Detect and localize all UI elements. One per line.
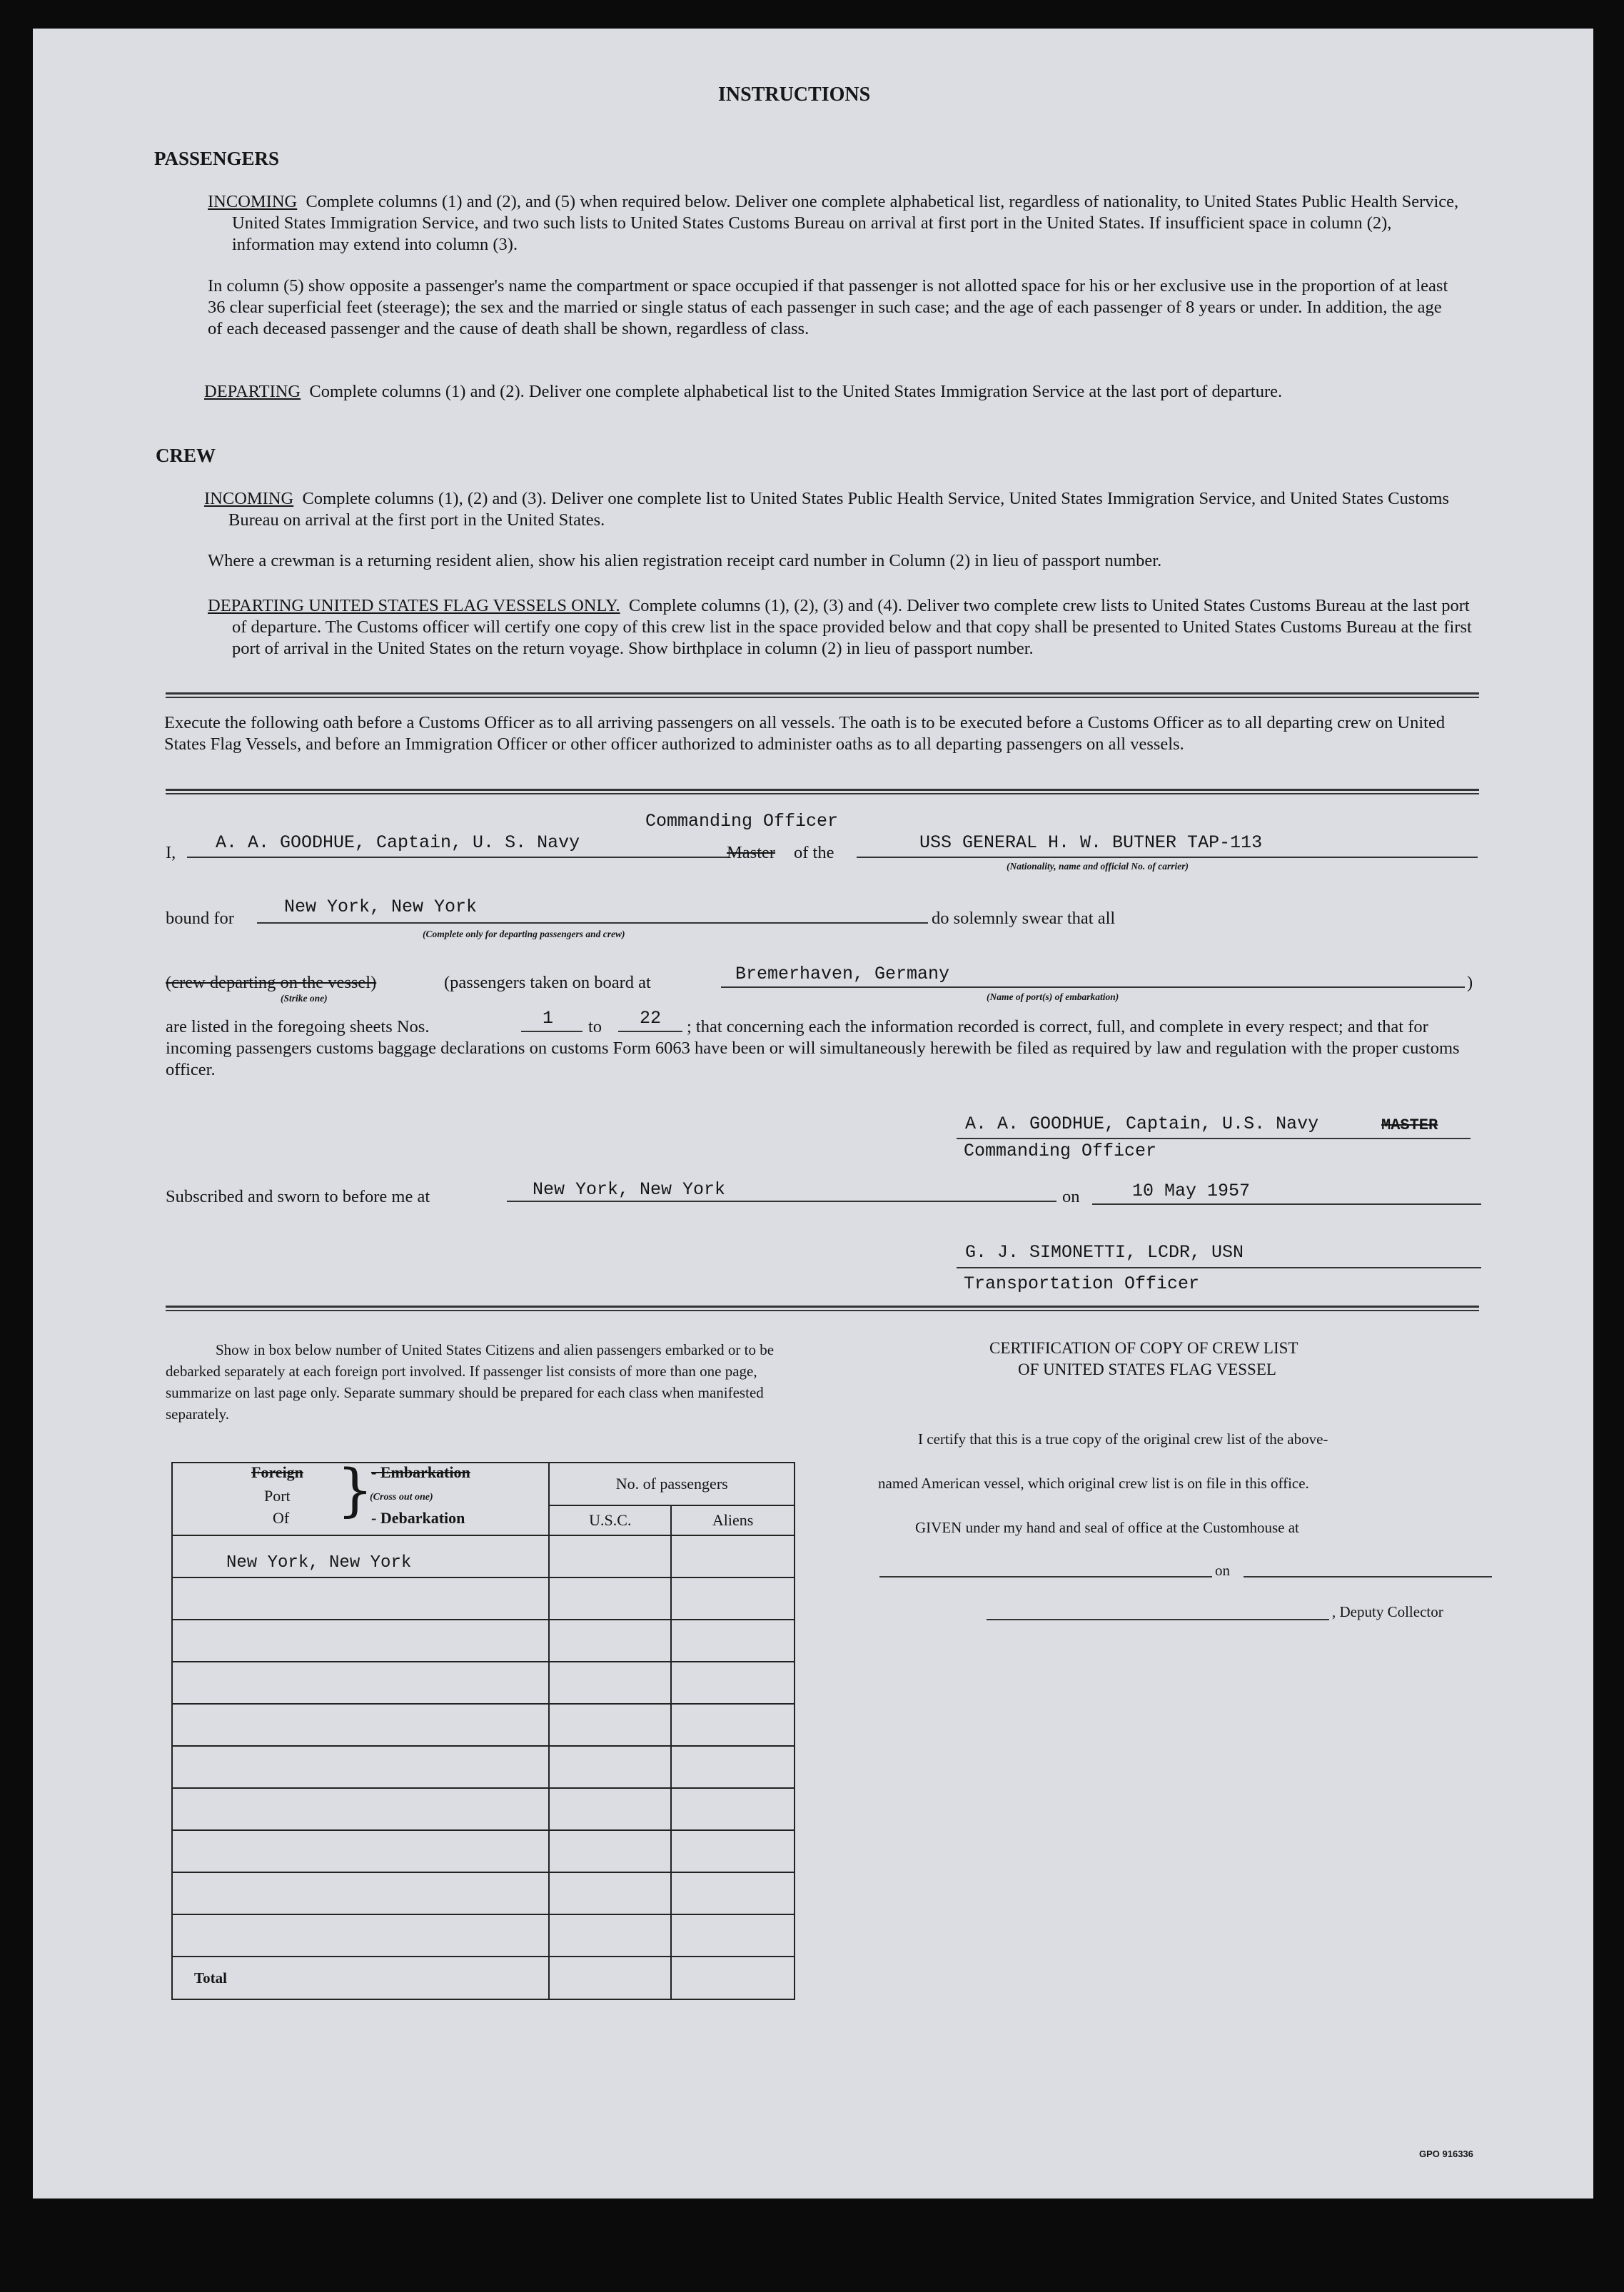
sheet-from: 1 — [543, 1008, 554, 1029]
usc-cell — [549, 1914, 671, 1957]
subscribed-label: Subscribed and sworn to before me at — [166, 1187, 430, 1206]
port-label: Port — [264, 1487, 291, 1505]
vessel-caption: (Nationality, name and official No. of carrier) — [1007, 861, 1189, 872]
subscribed-place: New York, New York — [533, 1179, 726, 1200]
crew-incoming-text: Complete columns (1), (2) and (3). Deliver one complete list to United States Public Health Service, United States Immigration Service, and United States Customs Bureau on arrival at the first port in the United States. — [228, 489, 1449, 530]
aliens-cell — [671, 1830, 795, 1872]
crew-departing-struck: (crew departing on the vessel) — [166, 973, 377, 992]
aliens-total-cell — [671, 1957, 795, 1999]
commanding-officer-typed: Commanding Officer — [645, 811, 839, 832]
subscribed-date-line — [1092, 1203, 1481, 1205]
embarkation-struck: - Embarkation — [371, 1463, 470, 1481]
witness-line — [957, 1267, 1481, 1268]
aliens-cell — [671, 1662, 795, 1704]
bound-for-caption: (Complete only for departing passengers and crew) — [423, 929, 625, 939]
bound-for-value: New York, New York — [284, 897, 478, 917]
passengers-heading: PASSENGERS — [154, 148, 280, 169]
aliens-cell — [671, 1704, 795, 1746]
officer-name-line — [187, 857, 730, 858]
usc-cell — [549, 1620, 671, 1662]
table-row — [172, 1830, 549, 1872]
certification-title-line1: CERTIFICATION OF COPY OF CREW LIST — [989, 1339, 1298, 1357]
passengers-incoming-paragraph — [208, 191, 1474, 256]
usc-cell — [549, 1577, 671, 1620]
passengers-incoming-label: INCOMING — [208, 192, 298, 211]
signature-line — [957, 1138, 1471, 1139]
debarkation-label: - Debarkation — [371, 1509, 465, 1527]
subscribed-date: 10 May 1957 — [1132, 1181, 1251, 1201]
table-row — [172, 1662, 549, 1704]
usc-cell — [549, 1704, 671, 1746]
divider — [166, 1306, 1479, 1311]
bound-for-line — [257, 922, 928, 924]
usc-cell — [549, 1746, 671, 1788]
subscribed-place-line — [507, 1201, 1056, 1202]
sheet-to: 22 — [640, 1008, 662, 1029]
crew-heading: CREW — [156, 445, 216, 466]
listed-text: are listed in the foregoing sheets Nos. — [166, 1017, 430, 1036]
brace-glyph: } — [337, 1457, 373, 1523]
no-passengers-header: No. of passengers — [549, 1463, 795, 1505]
certification-on-label: on — [1215, 1562, 1230, 1579]
port-header-cell — [172, 1457, 549, 1535]
subscribed-on-label: on — [1062, 1187, 1080, 1206]
witness-title: Transportation Officer — [964, 1273, 1200, 1294]
signature-master-struck: MASTER — [1381, 1116, 1438, 1134]
passengers-departing-paragraph — [204, 381, 1474, 403]
vessel-line — [857, 857, 1478, 858]
embarkation-line — [721, 986, 1465, 988]
crew-incoming-paragraph — [204, 488, 1474, 531]
bound-for-label: bound for — [166, 909, 234, 928]
usc-header: U.S.C. — [549, 1505, 671, 1535]
witness-name: G. J. SIMONETTI, LCDR, USN — [965, 1242, 1244, 1263]
master-struck: Master — [727, 843, 776, 862]
foreign-struck: Foreign — [251, 1463, 303, 1481]
certification-title-line2: OF UNITED STATES FLAG VESSEL — [1018, 1360, 1276, 1378]
aliens-cell — [671, 1914, 795, 1957]
usc-cell — [549, 1535, 671, 1577]
aliens-cell — [671, 1620, 795, 1662]
passengers-incoming-text: Complete columns (1) and (2), and (5) when required below. Deliver one complete alphabetical list, regardless of nationality, to United States Public Health Service, United States Immigration Service, and two such lists to United States Customs Bureau on arrival at first port in the United States. If insufficient space in column (2), information may extend into column (3). — [232, 192, 1459, 254]
crew-resident-paragraph: Where a crewman is a returning resident alien, show his alien registration receipt card number in Column (2) in lieu of passport number. — [208, 551, 1162, 570]
signature-title: Commanding Officer — [964, 1141, 1157, 1161]
strike-one-caption: (Strike one) — [281, 993, 328, 1004]
table-row — [172, 1872, 549, 1914]
crew-departing-paragraph — [208, 595, 1474, 660]
aliens-cell — [671, 1746, 795, 1788]
usc-cell — [549, 1872, 671, 1914]
table-row — [172, 1620, 549, 1662]
swear-text: do solemnly swear that all — [932, 909, 1116, 928]
aliens-cell — [671, 1535, 795, 1577]
aliens-header: Aliens — [671, 1505, 795, 1535]
aliens-cell — [671, 1577, 795, 1620]
of-the-label: of the — [794, 843, 834, 862]
deputy-collector-line — [987, 1619, 1329, 1620]
passengers-departing-label: DEPARTING — [204, 382, 301, 401]
certification-date-line — [1244, 1576, 1492, 1577]
of-label: Of — [273, 1509, 290, 1527]
table-row — [172, 1704, 549, 1746]
passengers-departing-text: Complete columns (1) and (2). Deliver one complete alphabetical list to the United States Immigration Service at the last port of departure. — [309, 382, 1283, 401]
vessel-name: USS GENERAL H. W. BUTNER TAP-113 — [919, 832, 1263, 853]
customhouse-line — [879, 1576, 1212, 1577]
passenger-summary-table — [171, 1457, 795, 2000]
embarkation-caption: (Name of port(s) of embarkation) — [987, 991, 1119, 1002]
aliens-cell — [671, 1872, 795, 1914]
table-row — [172, 1788, 549, 1830]
page-title: INSTRUCTIONS — [718, 84, 871, 106]
total-row-label: Total — [172, 1957, 549, 1999]
aliens-cell — [671, 1788, 795, 1830]
usc-cell — [549, 1788, 671, 1830]
usc-cell — [549, 1662, 671, 1704]
divider — [166, 789, 1479, 794]
officer-name: A. A. GOODHUE, Captain, U. S. Navy — [216, 832, 580, 853]
signature-name: A. A. GOODHUE, Captain, U.S. Navy — [965, 1114, 1319, 1134]
crew-departing-text: Complete columns (1), (2), (3) and (4). Deliver two complete crew lists to United States Customs Bureau at the last port of departure. The Customs officer will certify one copy of this crew list in the space provided below and that copy shall be presented to United States Customs Bureau at the first port of arrival in the United States on the return voyage. Show birthplace in column (2) in lieu of passport number. — [232, 596, 1472, 658]
close-paren: ) — [1467, 973, 1473, 992]
to-label: to — [588, 1017, 602, 1036]
embarkation-port: Bremerhaven, Germany — [735, 964, 950, 984]
certification-line3: GIVEN under my hand and seal of office at the Customhouse at — [915, 1519, 1299, 1536]
table-row: New York, New York — [172, 1535, 549, 1577]
table-row — [172, 1746, 549, 1788]
certification-line1: I certify that this is a true copy of the original crew list of the above- — [918, 1430, 1328, 1448]
usc-cell — [549, 1830, 671, 1872]
oath-instructions: Execute the following oath before a Customs Officer as to all arriving passengers on all vessels. The oath is to be executed before a Customs Officer as to all departing crew on United States Flag Vessels, and before an Immigration Officer or other officer authorized to administer oaths as to all departing passengers on all vessels. — [164, 713, 1446, 754]
table-row — [172, 1577, 549, 1620]
deputy-collector-label: , Deputy Collector — [1332, 1603, 1443, 1620]
passengers-column5-paragraph: In column (5) show opposite a passenger's name the compartment or space occupied if that passenger is not allotted space for his or her exclusive use in the proportion of at least 36 clear superficial feet (steerage); the sex and the married or single status of each passenger in such case; and the age of each passenger of 8 years or under. In addition, the age of each deceased passenger and the cause of death shall be shown, regardless of class. — [208, 276, 1448, 338]
table-row — [172, 1914, 549, 1957]
gpo-code: GPO 916336 — [1419, 2149, 1473, 2159]
i-label: I, — [166, 843, 176, 862]
usc-total-cell — [549, 1957, 671, 1999]
cross-out-caption: (Cross out one) — [370, 1492, 433, 1503]
crew-incoming-label: INCOMING — [204, 489, 294, 508]
listed-rest: ; that concerning each the information recorded is correct, full, and complete in every respect; and that for incoming passengers customs baggage declarations on customs Form 6063 have been or will simultaneously herewith be filed as required by law and regulation with the proper customs officer. — [166, 1017, 1460, 1079]
summary-instructions: Show in box below number of United States Citizens and alien passengers embarked or to be debarked separately at each foreign port involved. If passenger list consists of more than one page, summarize on last page only. Separate summary should be prepared for each class when manifested separately. — [166, 1341, 775, 1423]
certification-line2: named American vessel, which original crew list is on file in this office. — [878, 1475, 1309, 1492]
crew-departing-label: DEPARTING UNITED STATES FLAG VESSELS ONLY. — [208, 596, 620, 615]
divider — [166, 692, 1479, 698]
passengers-taken-text: (passengers taken on board at — [444, 973, 651, 992]
